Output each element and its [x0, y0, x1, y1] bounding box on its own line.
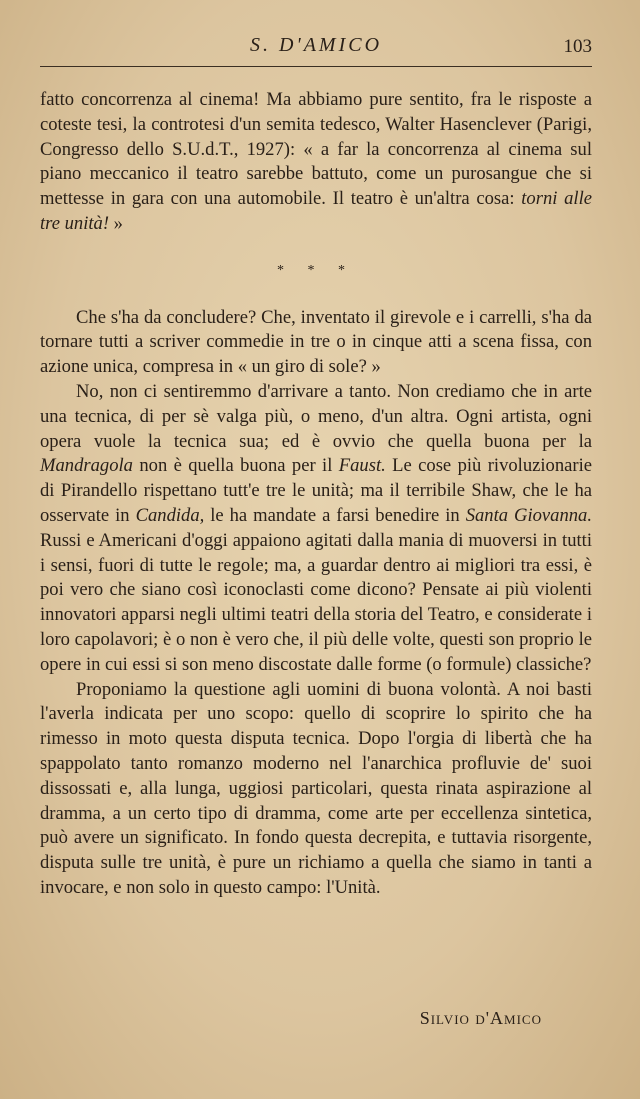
paragraph-3-text-c: Le cose più rivoluzionarie di Pirandello rispettano tutt'e tre le unità; ma il terribile Shaw, che le ha osservate in — [40, 455, 592, 526]
paragraph-1 — [40, 88, 592, 237]
paragraph-3-italic-candida: Candida, — [135, 504, 205, 526]
paragraph-3-text-e: Russi e Americani d'oggi appaiono agitati dalla mania di muoversi in tutti i sensi, fuori di tutte le regole; ma, a guardar dentro ai migliori tra essi, è poi vero che siano così iconoclasti come dicono? Pensate ai più violenti innovatori apparsi negli ultimi teatri della storia del Teatro, e considerate i loro capolavori; è o non è vero che, il più delle volte, questi son proprio le opere in cui essi si son meno discostate dalle forme (o formule) classiche? — [40, 529, 592, 675]
page-number: 103 — [563, 36, 592, 57]
page-header — [40, 34, 592, 64]
paragraph-3-italic-santa-giovanna: Santa Giovanna. — [465, 504, 592, 526]
paragraph-3-text-b: non è quella buona per il — [132, 455, 339, 477]
body-text — [40, 88, 592, 901]
paragraph-3-text-d: le ha mandate a farsi benedire in — [204, 504, 466, 526]
paragraph-1-italic: torni alle tre unità! — [40, 188, 592, 234]
paragraph-2: Che s'ha da concludere? Che, inventato il girevole e i carrelli, s'ha da tornare tutti a scriver commedie in tre o in cinque atti a scena fissa, con azione unica, compresa in « un giro di sole? » — [40, 306, 592, 378]
header-rule — [40, 66, 592, 67]
paragraph-1-text-a: fatto concorrenza al cinema! Ma abbiamo pure sentito, fra le risposte a coteste tesi, la controtesi d'un semita tedesco, Walter Hasenclever (Parigi, Congresso dello S.U.d.T., 1927): « a far la concorrenza al cinema sul piano meccanico il teatro sarebbe battuto, come un purosangue che si mettesse in gara con una automobile. Il teatro è un'altra cosa: — [40, 89, 592, 210]
paragraph-3-italic-mandragola: Mandragola — [40, 455, 133, 477]
paragraph-3-italic-faust: Faust. — [338, 455, 386, 477]
author-signature: Silvio d'Amico — [419, 1008, 542, 1028]
paragraph-4: Proponiamo la questione agli uomini di buona volontà. A noi basti l'averla indicata per uno scopo: quello di scoprire lo spirito che ha rimesso in moto questa disputa tecnica. Dopo l'orgia di libertà che ha spappolato tanto romanzo moderno nel l'anarchica profluvie de' suoi dissossati e, alla lunga, uggiosi particolari, questa rinata aspirazione al dramma, a un certo tipo di dramma, come arte per eccellenza sintetica, può avere un significato. In fondo questa decrepita, e tuttavia risorgente, disputa sulle tre unità, è pure un richiamo a quella che siamo in tanti a invocare, e non solo in questo campo: l'Unità. — [40, 678, 592, 898]
paragraph-3 — [40, 380, 592, 678]
running-head: S. D'AMICO — [249, 34, 383, 56]
paragraph-3-text-a: No, non ci sentiremmo d'arrivare a tanto. Non crediamo che in arte una tecnica, di per sè valga più, o meno, d'un altra. Ogni artista, ogni opera vuole la tecnica sua; ed è ovvio che quella buona per la — [40, 380, 592, 452]
section-separator: * * * — [277, 262, 355, 278]
paragraph-1-text-b: » — [109, 212, 123, 234]
